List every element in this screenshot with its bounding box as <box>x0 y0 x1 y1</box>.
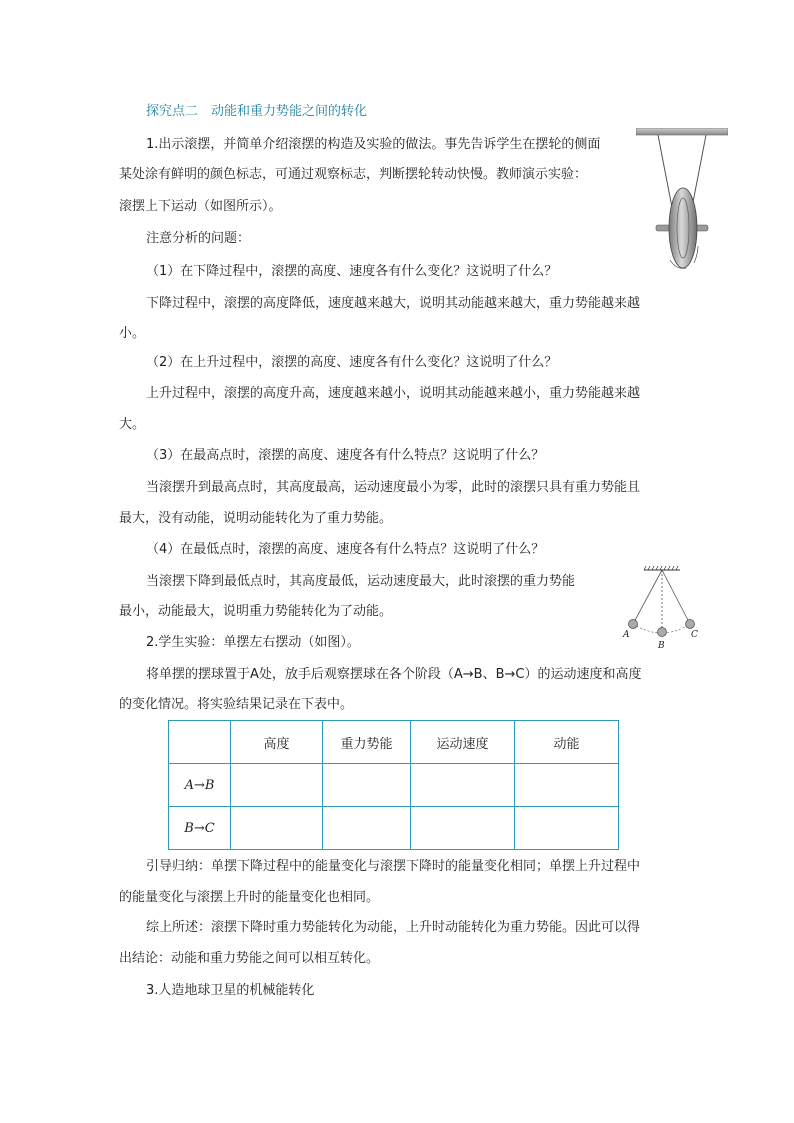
paragraph-line: 当滚摆升到最高点时，其高度最高，运动速度最小为零，此时的滚摆只具有重力势能且 <box>146 480 641 495</box>
question-line: （2）在上升过程中，滚摆的高度、速度各有什么变化？这说明了什么？ <box>146 355 558 370</box>
paragraph-line: 下降过程中，滚摆的高度降低，速度越来越大，说明其动能越来越大，重力势能越来越 <box>146 296 641 311</box>
table-cell <box>411 807 515 850</box>
paragraph-line: 综上所述：滚摆下降时重力势能转化为动能，上升时动能转化为重力势能。因此可以得 <box>146 920 641 935</box>
table-cell <box>323 764 411 807</box>
paragraph-line: 上升过程中，滚摆的高度升高，速度越来越小，说明其动能越来越小，重力势能越来越 <box>146 386 641 401</box>
paragraph-line: 当滚摆下降到最低点时，其高度最低，运动速度最大，此时滚摆的重力势能 <box>146 574 576 589</box>
table-cell <box>231 764 323 807</box>
paragraph-line: 最小，动能最大，说明重力势能转化为了动能。 <box>119 604 393 619</box>
table-header-cell <box>169 721 231 764</box>
table-cell <box>231 807 323 850</box>
question-line: （3）在最高点时，滚摆的高度、速度各有什么特点？这说明了什么？ <box>146 448 545 463</box>
table-header-cell: 高度 <box>231 721 323 764</box>
table-header-row <box>169 721 619 764</box>
section-heading: 探究点二 动能和重力势能之间的转化 <box>146 104 368 119</box>
label-a: A <box>623 630 630 640</box>
paragraph-line: 的能量变化与滚摆上升时的能量变化也相同。 <box>119 890 380 905</box>
pendulum-figure <box>620 566 700 654</box>
paragraph-line: 引导归纳：单摆下降过程中的能量变化与滚摆下降时的能量变化相同；单摆上升过程中 <box>146 859 641 874</box>
table-cell <box>515 807 619 850</box>
table-cell <box>411 764 515 807</box>
experiment-table <box>168 720 619 850</box>
table-header-cell: 重力势能 <box>323 721 411 764</box>
paragraph-line: 将单摆的摆球置于A处，放手后观察摆球在各个阶段（A→B、B→C）的运动速度和高度 <box>146 667 642 682</box>
paragraph-line: 注意分析的问题： <box>146 231 251 246</box>
paragraph-line: 1.出示滚摆，并简单介绍滚摆的构造及实验的做法。事先告诉学生在摆轮的侧面 <box>146 137 601 152</box>
table-cell <box>515 764 619 807</box>
table-header-cell: 动能 <box>515 721 619 764</box>
table-header-cell: 运动速度 <box>411 721 515 764</box>
paragraph-line: 最大，没有动能，说明动能转化为了重力势能。 <box>119 511 393 526</box>
table-row <box>169 807 619 850</box>
label-b: B <box>658 641 665 651</box>
paragraph-line: 大。 <box>119 417 146 432</box>
paragraph-line: 小。 <box>119 326 146 341</box>
paragraph-line: 某处涂有鲜明的颜色标志，可通过观察标志，判断摆轮转动快慢。教师演示实验： <box>119 167 588 182</box>
paragraph-line: 3.人造地球卫星的机械能转化 <box>146 983 315 998</box>
table-cell <box>323 807 411 850</box>
paragraph-line: 的变化情况。将实验结果记录在下表中。 <box>119 697 354 712</box>
row-label: B→C <box>169 807 231 850</box>
row-label: A→B <box>169 764 231 807</box>
table-row <box>169 764 619 807</box>
question-line: （4）在最低点时，滚摆的高度、速度各有什么特点？这说明了什么？ <box>146 542 545 557</box>
label-c: C <box>691 630 698 640</box>
paragraph-line: 2.学生实验：单摆左右摆动（如图）。 <box>146 635 360 650</box>
paragraph-line: 滚摆上下运动（如图所示）。 <box>119 199 282 214</box>
paragraph-line: 出结论：动能和重力势能之间可以相互转化。 <box>119 951 380 966</box>
maxwell-wheel-figure <box>636 128 728 274</box>
question-line: （1）在下降过程中，滚摆的高度、速度各有什么变化？这说明了什么？ <box>146 264 558 279</box>
